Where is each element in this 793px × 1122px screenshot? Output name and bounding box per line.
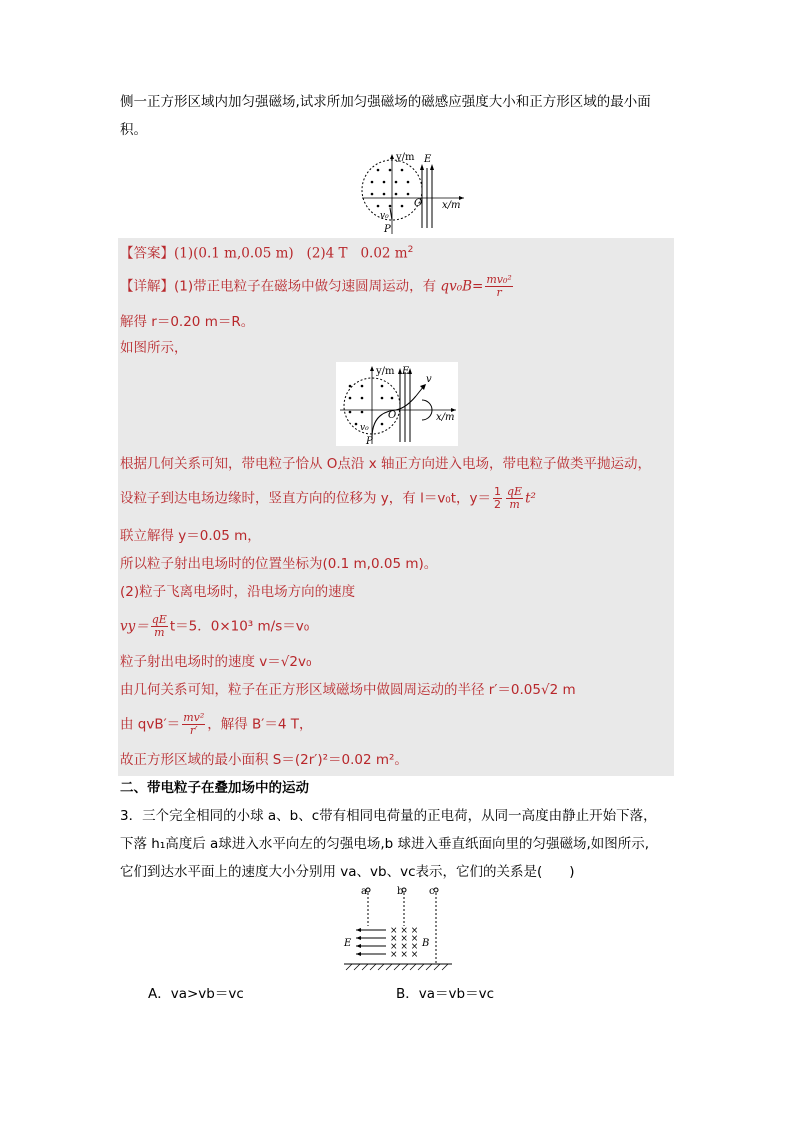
intro-line-2: 积。 (120, 122, 147, 138)
section-title: 二、带电粒子在叠加场中的运动 (120, 780, 309, 796)
fig3-b-field-label: B (422, 938, 430, 949)
fig2-e-label: E (402, 366, 410, 377)
fig2-v0-label: v₀ (360, 423, 369, 433)
answer-exp: 2 (407, 245, 414, 255)
fig3-c-label: c (429, 886, 435, 897)
detail-line-9: vy＝ $\frac{qE}{m}$ t＝5．0×10³ m/s＝v₀ (120, 613, 310, 639)
fig2-p-label: P (366, 436, 373, 446)
detail-line-11: 由几何关系可知，粒子在正方形区域磁场中做圆周运动的半径 r′＝0.05√2 m (120, 682, 576, 698)
svg-text:× × ×: × × × (390, 950, 419, 960)
answer-tag: 【答案】 (120, 245, 174, 262)
fig2-v-label: v (426, 374, 432, 385)
detail-line-5: 设粒子到达电场边缘时，竖直方向的位移为 y，有 l＝v₀t，y＝ $\frac{1}{2}$ $\frac{qE}{m}$ t² (120, 485, 536, 511)
option-a[interactable]: A．va>vb＝vc (148, 986, 244, 1002)
figure-2 (336, 362, 458, 446)
answer-line (120, 240, 413, 264)
intro-line-1: 侧一正方形区域内加匀强磁场,试求所加匀强磁场的磁感应强度大小和正方形区域的最小面 (120, 94, 651, 110)
detail-line-8: (2)粒子飞离电场时，沿电场方向的速度 (120, 584, 356, 600)
answer-text-1: (1)(0.1 m,0.05 m) (174, 245, 294, 262)
q3-line-1: 3．三个完全相同的小球 a、b、c带有相同电荷量的正电荷，从同一高度由静止开始下落， (120, 808, 657, 824)
q3-line-2: 下落 h₁高度后 a球进入水平向左的匀强电场,b 球进入垂直纸面向里的匀强磁场,如图所示, (120, 836, 650, 852)
fig1-y-label: y/m (396, 152, 415, 163)
fig1-e-label: E (424, 154, 432, 165)
fig2-x-label: x/m (436, 412, 455, 423)
detail-line-1: 【详解】(1)带正电粒子在磁场中做匀速圆周运动，有 qv₀B= $\frac{\text{mv₀²}}{r}$ (120, 273, 512, 299)
detail-line-10: 粒子射出电场时的速度 v＝√2v₀ (120, 654, 312, 670)
detail-line-2: 解得 r＝0.20 m＝R。 (120, 314, 255, 330)
figure-1 (360, 148, 470, 236)
detail-line-13: 故正方形区域的最小面积 S＝(2r′)²＝0.02 m²。 (120, 752, 408, 768)
detail-line-7: 所以粒子射出电场时的位置坐标为(0.1 m,0.05 m)。 (120, 556, 438, 572)
detail-line-6: 联立解得 y＝0.05 m， (120, 528, 261, 544)
svg-text:× × ×: × × × (390, 926, 419, 936)
answer-text-2: (2)4 T (306, 245, 348, 262)
option-b[interactable]: B．va＝vb＝vc (396, 986, 494, 1002)
fig1-o-label: O (414, 198, 423, 209)
fig1-x-label: x/m (442, 200, 461, 211)
svg-text:× × ×: × × × (390, 942, 419, 952)
q3-line-3: 它们到达水平面上的速度大小分别用 va、vb、vc表示，它们的关系是( ) (120, 864, 575, 880)
detail-line-4: 根据几何关系可知，带电粒子恰从 O点沿 x 轴正方向进入电场，带电粒子做类平抛运动， (120, 456, 651, 472)
fig3-e-label: E (344, 938, 352, 949)
figure-3 (338, 884, 458, 976)
fig3-b-label: b (397, 886, 404, 897)
fig2-y-label: y/m (376, 366, 395, 377)
fig1-v0-label: v₀ (380, 211, 389, 221)
detail-tag: 【详解】 (120, 278, 174, 295)
fig2-o-label: O (388, 410, 397, 421)
detail-line-3: 如图所示， (120, 340, 188, 356)
fig3-a-label: a (361, 886, 367, 897)
svg-text:× × ×: × × × (390, 934, 419, 944)
detail-line-12: 由 qvB′＝ $\frac{\text{mv²}}{r'}$ ，解得 B′＝4 T， (120, 711, 313, 737)
answer-text-3: 0.02 m (360, 245, 408, 262)
fig1-p-label: P (384, 224, 391, 235)
